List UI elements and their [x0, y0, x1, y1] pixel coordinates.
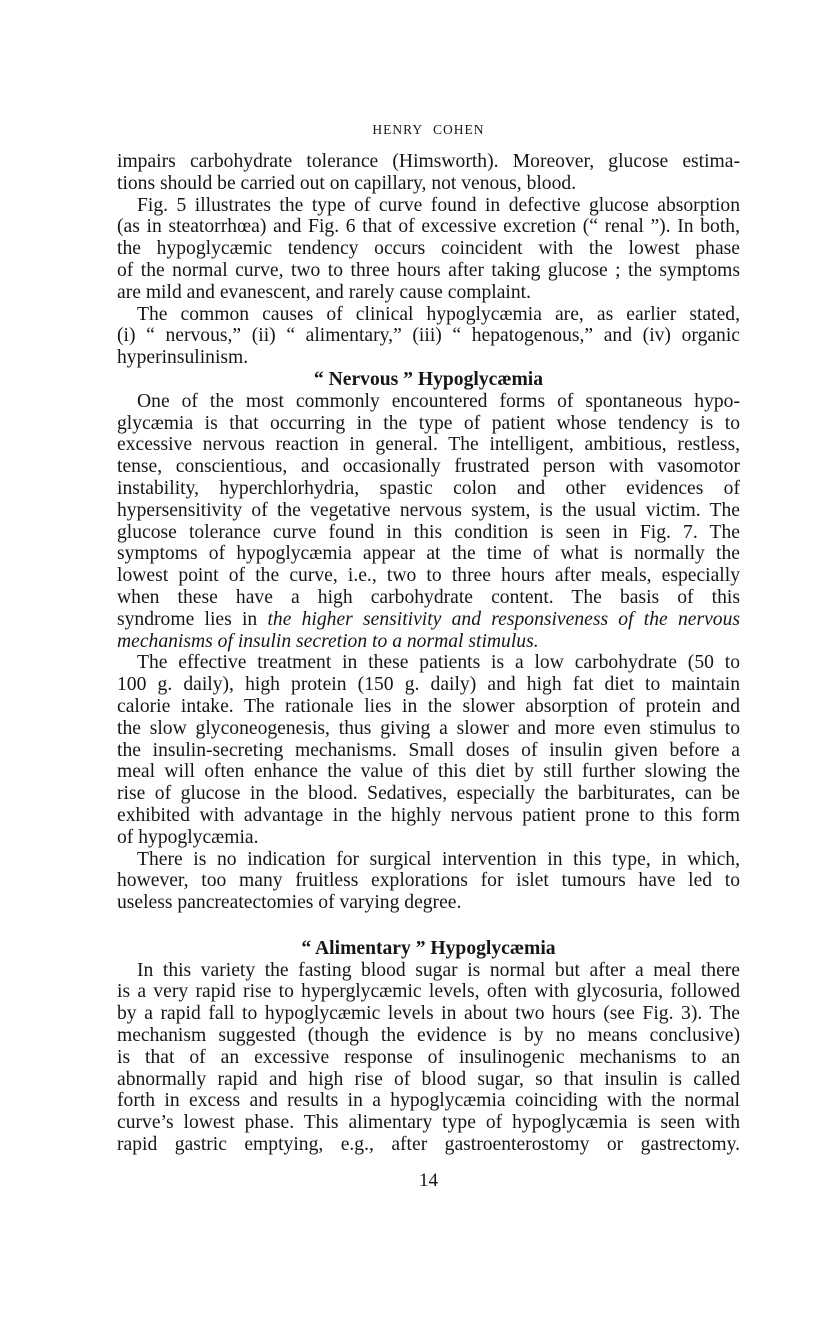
text-line: tions should be carried out on capillary, not venous, blood.	[117, 172, 577, 194]
section-heading: “ Alimentary ” Hypoglycæmia	[301, 937, 556, 959]
text-line: curve’s lowest phase. This alimentary type of hypoglycæmia is seen with	[117, 1112, 740, 1134]
paragraph	[117, 151, 740, 195]
text-line: meal will often enhance the value of this diet by still further slowing the	[117, 761, 740, 783]
paragraph	[117, 304, 740, 369]
paragraph	[117, 391, 740, 653]
page-body	[117, 151, 740, 1156]
text-line: lowest point of the curve, i.e., two to three hours after meals, especially	[117, 565, 740, 587]
text-line: by a rapid fall to hypoglycæmic levels in about two hours (see Fig. 3). The	[117, 1003, 740, 1025]
text-line: Fig. 5 illustrates the type of curve found in defective glucose absorption	[137, 194, 740, 216]
text-line: 100 g. daily), high protein (150 g. daily) and high fat diet to maintain	[117, 674, 740, 696]
section-heading: “ Nervous ” Hypoglycæmia	[313, 368, 544, 390]
running-header: HENRY COHEN	[372, 122, 485, 137]
text-line: impairs carbohydrate tolerance (Himsworth). Moreover, glucose estima-	[117, 151, 740, 172]
text-line: glycæmia is that occurring in the type of patient whose tendency is to	[117, 412, 740, 434]
text-line: instability, hyperchlorhydria, spastic colon and other evidences of	[117, 477, 740, 499]
text-line: excessive nervous reaction in general. The intelligent, ambitious, restless,	[117, 434, 740, 456]
text-line	[117, 631, 740, 653]
text-line: mechanism suggested (though the evidence is by no means conclusive)	[117, 1025, 740, 1047]
text-line: are mild and evanescent, and rarely cause complaint.	[117, 281, 532, 303]
text-line: the insulin-secreting mechanisms. Small doses of insulin given before a	[117, 739, 740, 761]
paragraph	[117, 652, 740, 848]
text-line: The effective treatment in these patients is a low carbohydrate (50 to	[137, 652, 740, 674]
text-run: syndrome lies in	[117, 608, 268, 630]
text-line: of hypoglycæmia.	[117, 826, 259, 848]
text-line: hyperinsulinism.	[117, 347, 249, 369]
text-line: exhibited with advantage in the highly nervous patient prone to this form	[117, 804, 740, 826]
text-line: (i) “ nervous,” (ii) “ alimentary,” (iii) “ hepatogenous,” and (iv) organic	[117, 325, 740, 347]
text-line	[117, 609, 740, 631]
text-line: the slow glyconeogenesis, thus giving a slower and more even stimulus to	[117, 717, 740, 739]
page-number: 14	[419, 1170, 438, 1191]
text-line: There is no indication for surgical intervention in this type, in which,	[137, 848, 740, 870]
text-line: tense, conscientious, and occasionally frustrated person with vasomotor	[117, 456, 740, 478]
text-line: when these have a high carbohydrate content. The basis of this	[117, 586, 740, 608]
text-line: symptoms of hypoglycæmia appear at the time of what is normally the	[117, 543, 740, 565]
text-line: hypersensitivity of the vegetative nervous system, is the usual victim. The	[117, 499, 740, 521]
paragraph	[117, 195, 740, 304]
text-line: One of the most commonly encountered forms of spontaneous hypo-	[137, 390, 740, 412]
paragraph	[117, 960, 740, 1156]
text-line: In this variety the fasting blood sugar is normal but after a meal there	[137, 959, 740, 981]
text-line: (as in steatorrhœa) and Fig. 6 that of excessive excretion (“ renal ”). In both,	[117, 216, 740, 238]
text-line: is that of an excessive response of insulinogenic mechanisms to an	[117, 1046, 740, 1068]
text-line: glucose tolerance curve found in this condition is seen in Fig. 7. The	[117, 521, 740, 543]
text-line: rapid gastric emptying, e.g., after gastroenterostomy or gastrectomy.	[117, 1134, 740, 1156]
italic-text-run: mechanisms of insulin secretion to a normal stimulus.	[117, 630, 539, 652]
text-line: is a very rapid rise to hyperglycæmic levels, often with glycosuria, followed	[117, 981, 740, 1003]
text-line: abnormally rapid and high rise of blood sugar, so that insulin is called	[117, 1068, 740, 1090]
text-line: of the normal curve, two to three hours after taking glucose ; the symptoms	[117, 259, 740, 281]
text-line: however, too many fruitless explorations for islet tumours have led to	[117, 870, 740, 892]
text-line: The common causes of clinical hypoglycæmia are, as earlier stated,	[137, 303, 740, 325]
italic-text-run: the higher sensitivity and responsiveness of the nervous	[267, 608, 740, 630]
text-line: rise of glucose in the blood. Sedatives, especially the barbiturates, can be	[117, 783, 740, 805]
text-line: forth in excess and results in a hypoglycæmia coinciding with the normal	[117, 1090, 740, 1112]
text-line: useless pancreatectomies of varying degree.	[117, 892, 462, 914]
text-line: calorie intake. The rationale lies in the slower absorption of protein and	[117, 695, 740, 717]
paragraph	[117, 849, 740, 914]
text-line: the hypoglycæmic tendency occurs coincident with the lowest phase	[117, 238, 740, 260]
